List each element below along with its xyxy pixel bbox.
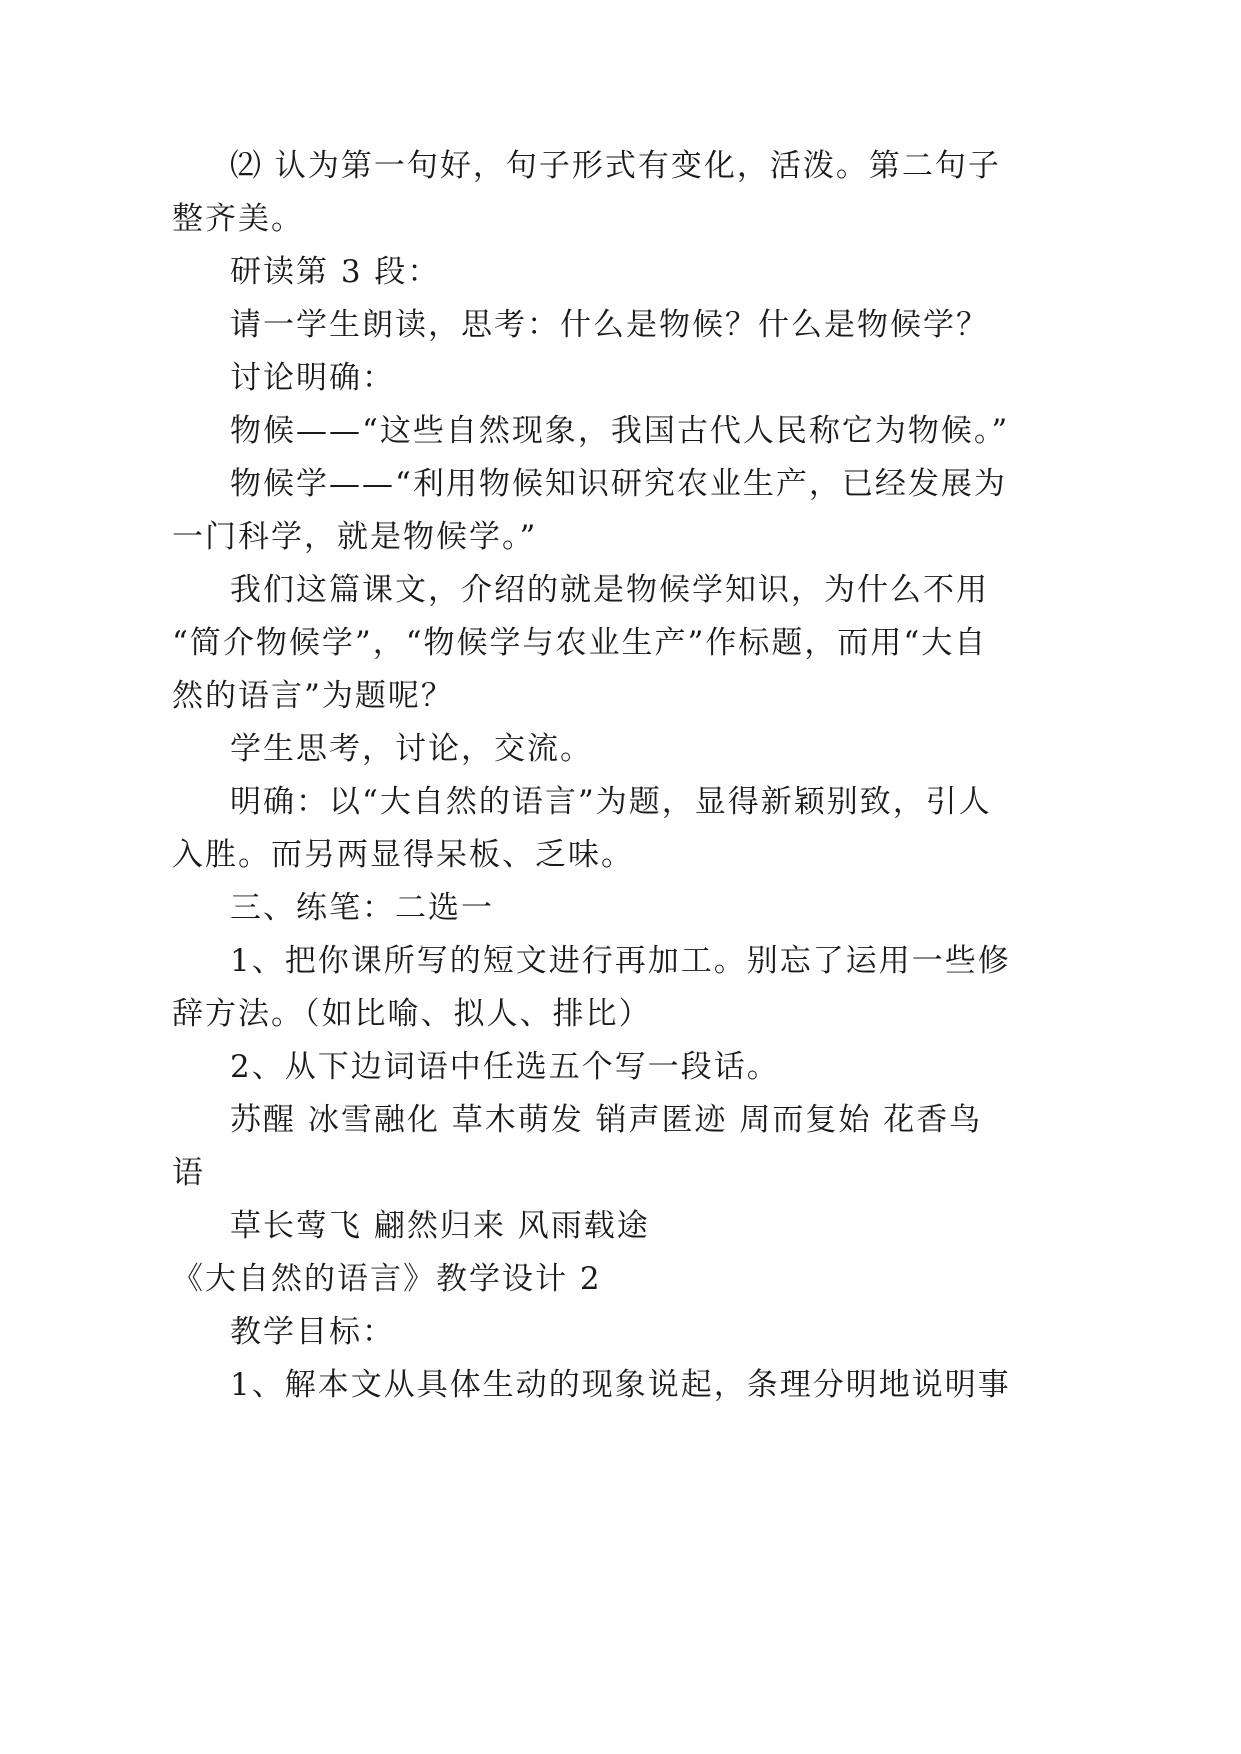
word-list-line: 草长莺飞 翩然归来 风雨载途 <box>230 1208 650 1244</box>
document-title: 《大自然的语言》教学设计 2 <box>172 1261 602 1297</box>
paragraph-line: 入胜。而另两显得呆板、乏味。 <box>172 837 634 873</box>
paragraph-line: 明确：以“大自然的语言”为题，显得新颖别致，引人 <box>230 784 992 820</box>
section-heading: 三、练笔：二选一 <box>230 890 494 926</box>
paragraph-line: 然的语言”为题呢？ <box>172 678 454 714</box>
paragraph-line: 物候学——“利用物候知识研究农业生产，已经发展为 <box>230 466 1007 502</box>
paragraph-line: “简介物候学”，“物候学与农业生产”作标题，而用“大自 <box>172 625 988 661</box>
paragraph-line: 讨论明确： <box>230 360 395 396</box>
paragraph-line: 1、把你课所写的短文进行再加工。别忘了运用一些修 <box>230 943 1011 979</box>
paragraph-line: 物候——“这些自然现象，我国古代人民称它为物候。” <box>230 413 1010 449</box>
paragraph-line: 1、解本文从具体生动的现象说起，条理分明地说明事 <box>230 1367 1011 1403</box>
paragraph-line: 辞方法。（如比喻、拟人、排比） <box>172 996 652 1032</box>
paragraph-line: 一门科学，就是物候学。” <box>172 519 538 555</box>
paragraph-line: ⑵ 认为第一句好，句子形式有变化，活泼。第二句子 <box>230 148 1001 184</box>
paragraph-line: 研读第 3 段： <box>230 254 441 290</box>
paragraph-line: 整齐美。 <box>172 201 304 237</box>
paragraph-line: 2、从下边词语中任选五个写一段话。 <box>230 1049 780 1085</box>
paragraph-line: 我们这篇课文，介绍的就是物候学知识，为什么不用 <box>230 572 989 608</box>
word-list-line: 苏醒 冰雪融化 草木萌发 销声匿迹 周而复始 花香鸟 <box>230 1102 983 1138</box>
paragraph-line: 教学目标： <box>230 1314 395 1350</box>
paragraph-line: 学生思考，讨论，交流。 <box>230 731 593 767</box>
word-list-line: 语 <box>172 1155 205 1191</box>
paragraph-line: 请一学生朗读，思考：什么是物候？什么是物候学？ <box>230 307 989 343</box>
